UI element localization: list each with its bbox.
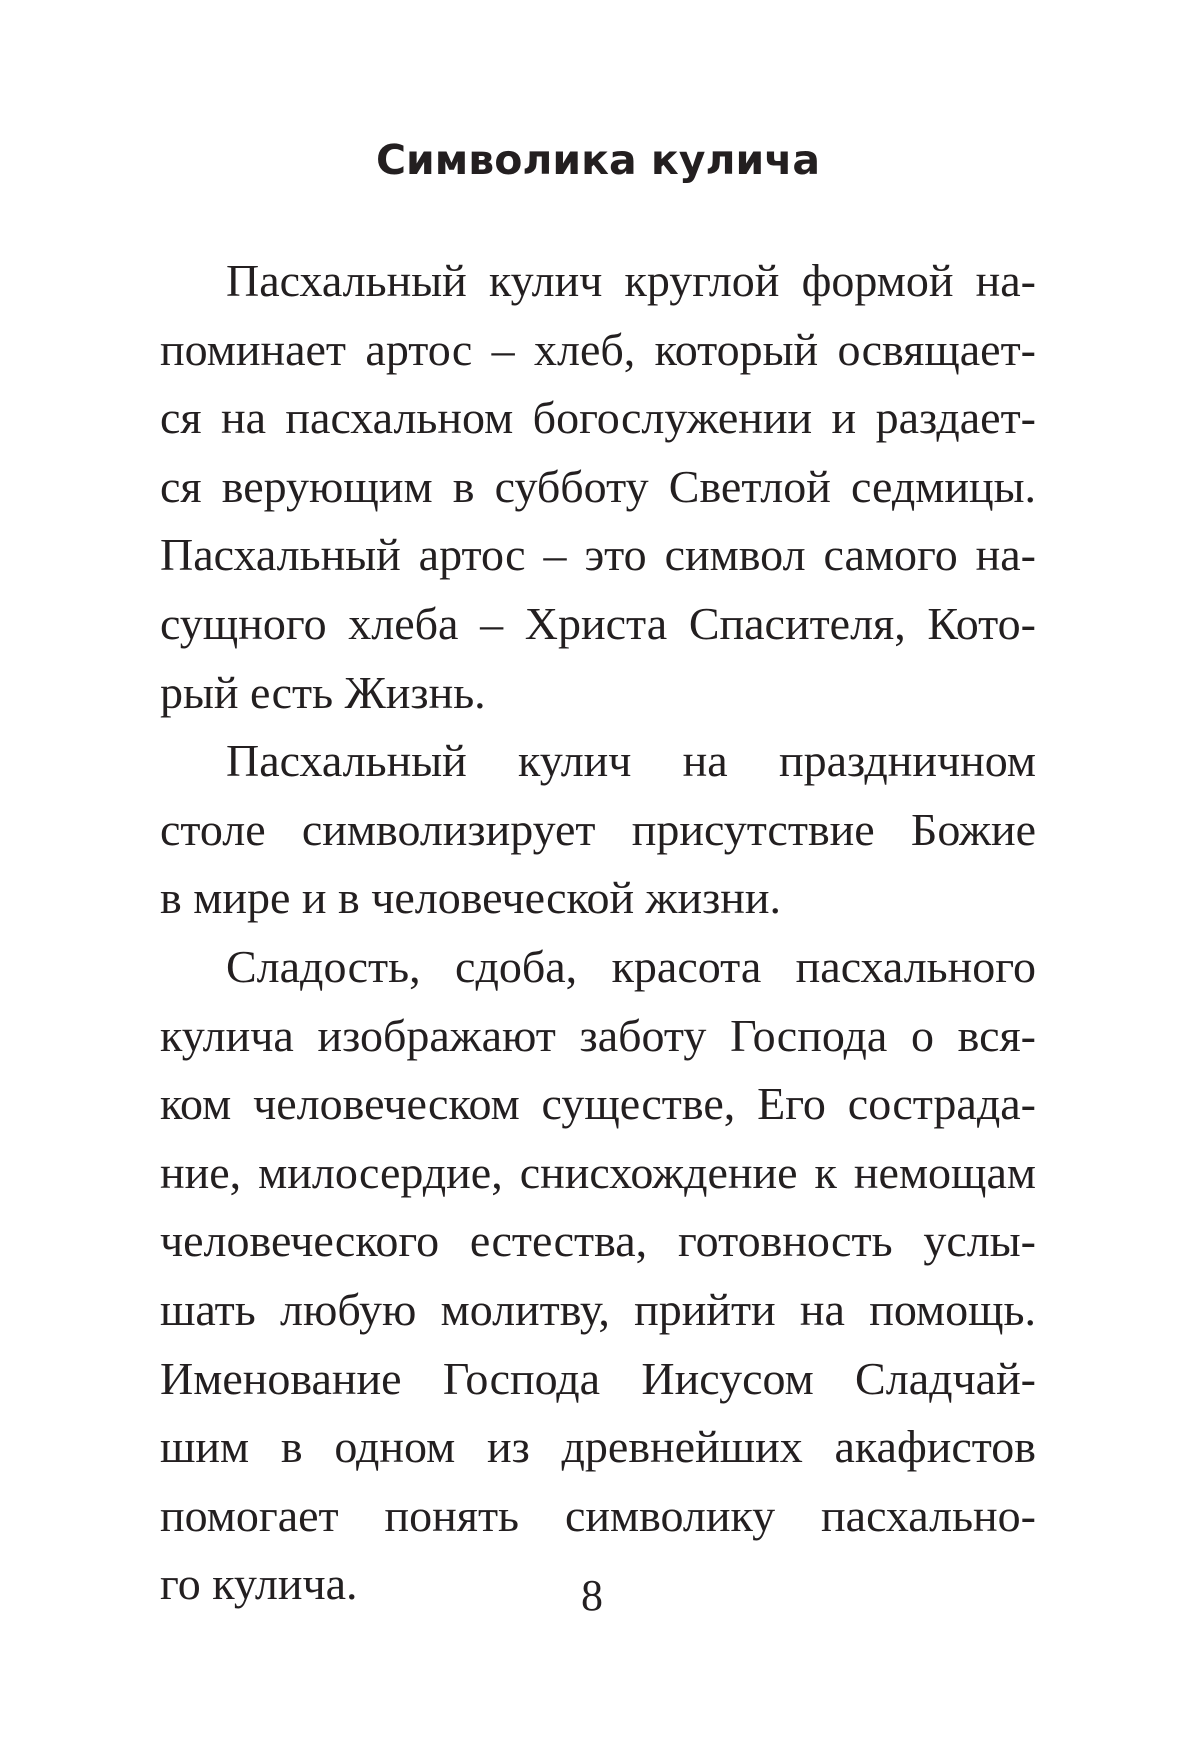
text-line: столе символизирует присутствие Божие	[160, 803, 1036, 855]
text-line: Именование Господа Иисусом Сладчай-	[160, 1352, 1036, 1404]
text-line: человеческого естества, готовность услы-	[160, 1215, 1036, 1267]
text-line: сущного хлеба – Христа Спасителя, Кото-	[160, 597, 1036, 649]
body-text	[160, 247, 1036, 1619]
text-line: помогает понять символику пасхально-	[160, 1489, 1036, 1541]
text-line: Пасхальный кулич круглой формой на-	[226, 255, 1036, 306]
text-line: рый есть Жизнь.	[160, 666, 486, 718]
text-line: Пасхальный кулич на праздничном	[226, 735, 1036, 787]
page-number: 8	[581, 1571, 603, 1620]
text-line: Пасхальный артос – это символ самого на-	[160, 529, 1036, 581]
text-line: ся верующим в субботу Светлой седмицы.	[160, 460, 1036, 512]
text-line: поминает артос – хлеб, который освящает-	[160, 323, 1036, 375]
text-line: го кулича.	[160, 1558, 358, 1610]
text-line: в мире и в человеческой жизни.	[160, 872, 781, 924]
chapter-title: Символика кулича	[375, 136, 821, 184]
text-line: ние, милосердие, снисхождение к немощам	[160, 1146, 1036, 1198]
text-line: ком человеческом существе, Его сострада-	[160, 1078, 1036, 1130]
text-line: Сладость, сдоба, красота пасхального	[226, 940, 1036, 992]
text-line: кулича изображают заботу Господа о вся-	[160, 1009, 1036, 1061]
text-line: шать любую молитву, прийти на помощь.	[160, 1283, 1036, 1335]
text-line: шим в одном из древнейших акафистов	[160, 1421, 1036, 1473]
text-line: ся на пасхальном богослужении и раздает-	[160, 392, 1036, 444]
